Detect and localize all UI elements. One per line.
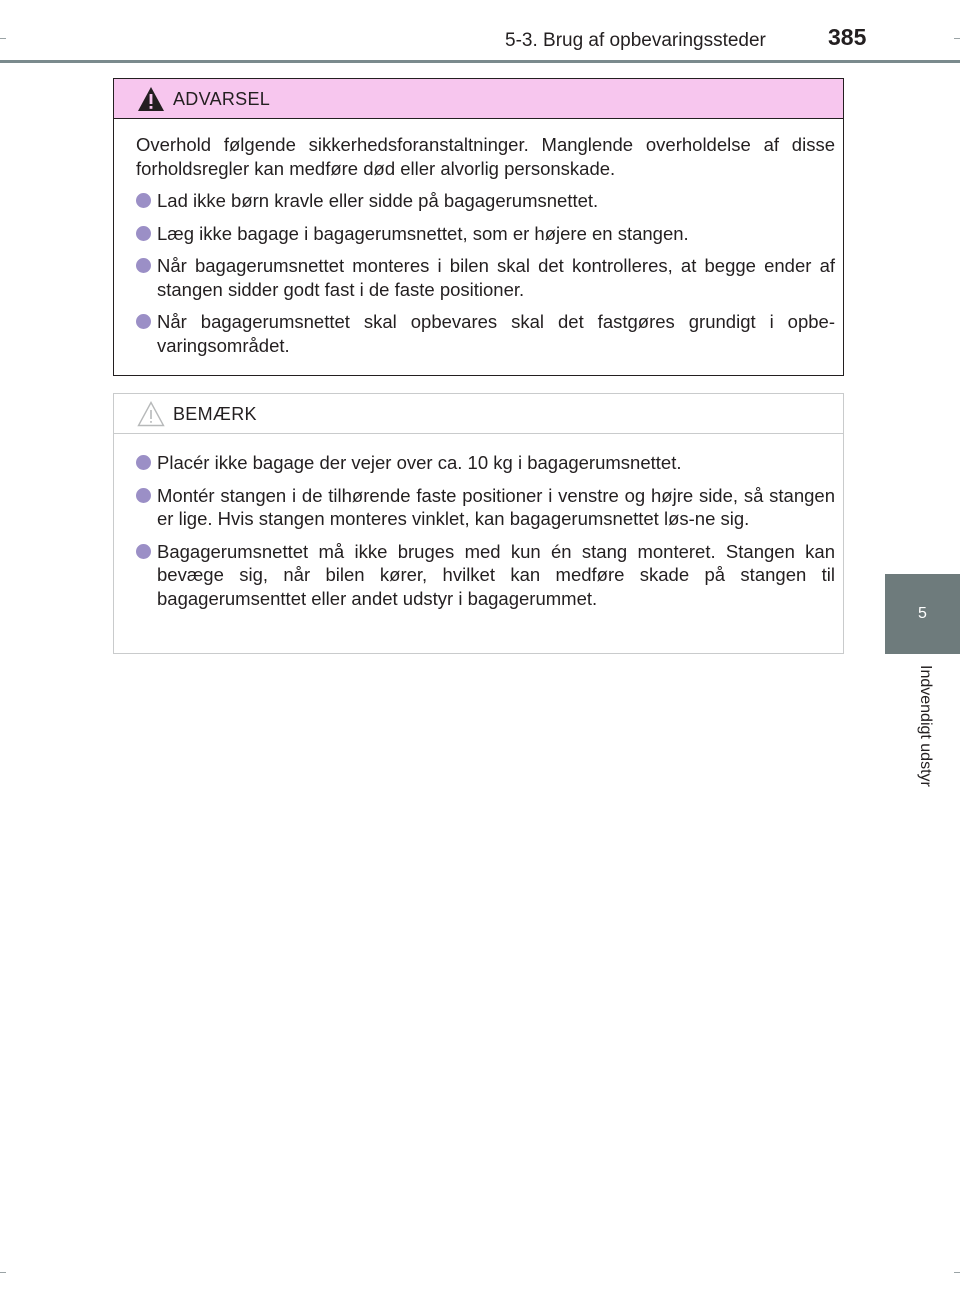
- warning-triangle-filled-icon: [136, 85, 166, 113]
- warning-box: [113, 78, 844, 376]
- crop-mark: [0, 38, 6, 39]
- page-number: 385: [828, 24, 867, 50]
- warning-item: [136, 254, 835, 301]
- warning-intro: Overhold følgende sikkerhedsforanstaltninger. Manglende overholdelse af disse forholdsregler kan medføre død eller alvorlig personskade.: [136, 134, 835, 179]
- note-item-text: Montér stangen i de tilhørende faste positioner i venstre og højre side, så stangen er lige. Hvis stangen monteres vinklet, kan bagagerumsnettet løs-ne sig.: [157, 484, 835, 529]
- bullet-dot-icon: [136, 488, 151, 503]
- warning-item: [136, 189, 835, 213]
- note-item-text: Placér ikke bagage der vejer over ca. 10 kg i bagagerumsnettet.: [157, 452, 682, 473]
- chapter-tab[interactable]: [885, 574, 960, 654]
- warning-item-text: Læg ikke bagage i bagagerumsnettet, som er højere en stangen.: [157, 222, 689, 244]
- warning-item-text: Når bagagerumsnettet monteres i bilen skal det kontrolleres, at begge ender af stangen sidder godt fast i de faste positioner.: [157, 255, 835, 300]
- caution-triangle-outline-icon: [136, 400, 166, 428]
- chapter-number: 5: [918, 605, 927, 622]
- note-header: [114, 394, 843, 434]
- header-rule: [0, 60, 960, 63]
- warning-item: [136, 222, 835, 246]
- crop-mark: [954, 1272, 960, 1273]
- crop-mark: [0, 1272, 6, 1273]
- bullet-dot-icon: [136, 544, 151, 559]
- bullet-dot-icon: [136, 258, 151, 273]
- crop-mark: [954, 38, 960, 39]
- bullet-dot-icon: [136, 193, 151, 208]
- section-title: 5-3. Brug af opbevaringssteder: [505, 30, 766, 51]
- warning-item: [136, 310, 835, 357]
- warning-item-text: Lad ikke børn kravle eller sidde på bagagerumsnettet.: [157, 190, 599, 211]
- note-body: [114, 434, 843, 610]
- chapter-label: Indvendigt udstyr: [917, 665, 934, 787]
- note-item-text: Bagagerumsnettet må ikke bruges med kun én stang monteret. Stangen kan bevæge sig, når bilen kører, hvilket kan medføre skade på stangen til bagagerumsenttet eller andet udstyr i bagagerummet.: [157, 540, 835, 609]
- bullet-dot-icon: [136, 314, 151, 329]
- warning-title: ADVARSEL: [173, 89, 271, 109]
- note-box: [113, 393, 844, 654]
- warning-item-text: Når bagagerumsnettet skal opbevares skal det fastgøres grundigt i opbe-varingsområdet.: [157, 311, 835, 356]
- note-title: BEMÆRK: [173, 404, 257, 424]
- note-item: [136, 540, 835, 611]
- note-item: [136, 451, 835, 475]
- note-item: [136, 484, 835, 531]
- warning-header: [114, 79, 843, 119]
- bullet-dot-icon: [136, 455, 151, 470]
- bullet-dot-icon: [136, 226, 151, 241]
- warning-body: [114, 119, 843, 357]
